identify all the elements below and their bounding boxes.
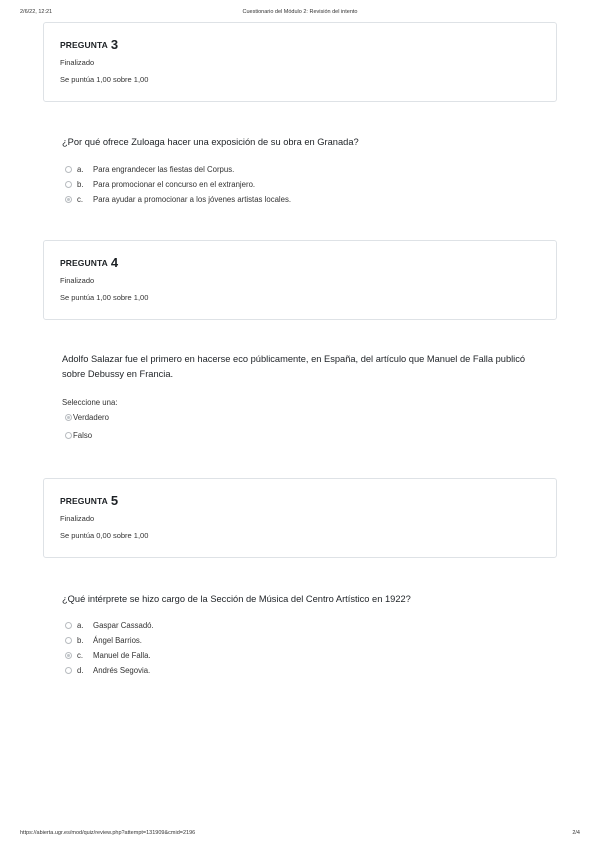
answer-letter: a. (77, 620, 84, 630)
answer-text: Para engrandecer las fiestas del Corpus. (93, 164, 235, 174)
answer-letter: a. (77, 164, 84, 174)
answer-letter: b. (77, 179, 84, 189)
answer-text: Ángel Barrios. (93, 635, 142, 645)
answer-option[interactable] (65, 649, 151, 661)
answer-letter: d. (77, 665, 84, 675)
answer-text: Para ayudar a promocionar a los jóvenes artistas locales. (93, 194, 292, 204)
answer-option[interactable] (65, 664, 150, 676)
question-5-info (43, 478, 557, 558)
radio-unchecked-icon[interactable] (65, 637, 72, 644)
question-grade: Se puntúa 1,00 sobre 1,00 (60, 293, 149, 302)
answer-option[interactable] (65, 178, 255, 190)
print-header (20, 9, 580, 19)
answer-text: Verdadero (73, 412, 109, 422)
answer-letter: b. (77, 635, 84, 645)
radio-unchecked-icon[interactable] (65, 622, 72, 629)
question-label: PREGUNTA (60, 258, 108, 268)
radio-checked-icon[interactable] (65, 196, 72, 203)
answer-text: Falso (73, 430, 93, 440)
question-5-text: ¿Qué intérprete se hizo cargo de la Sección de Música del Centro Artístico en 1922? (62, 594, 411, 604)
radio-checked-icon[interactable] (65, 414, 72, 421)
print-page-number: 2/4 (572, 830, 580, 836)
answer-option[interactable] (65, 634, 142, 646)
question-number: 5 (110, 493, 119, 508)
question-3-info (43, 22, 557, 102)
answer-option[interactable] (65, 193, 291, 205)
question-heading (60, 36, 118, 51)
question-label: PREGUNTA (60, 40, 108, 50)
question-state: Finalizado (60, 514, 95, 523)
answer-text: Para promocionar el concurso en el extranjero. (93, 179, 256, 189)
radio-unchecked-icon[interactable] (65, 166, 72, 173)
answer-option[interactable] (65, 163, 234, 175)
question-number: 3 (110, 37, 119, 52)
radio-unchecked-icon[interactable] (65, 181, 72, 188)
select-prompt: Seleccione una: (62, 398, 118, 407)
question-state: Finalizado (60, 58, 95, 67)
answer-text: Manuel de Falla. (93, 650, 151, 660)
question-heading (60, 492, 118, 507)
print-footer (20, 830, 580, 840)
question-4-info (43, 240, 557, 320)
print-date: 2/6/22, 12:21 (20, 9, 53, 15)
question-3-text: ¿Por qué ofrece Zuloaga hacer una exposición de su obra en Granada? (62, 137, 359, 147)
question-state: Finalizado (60, 276, 95, 285)
print-url: https://abierta.ugr.es/mod/quiz/review.php?attempt=131909&cmid=2196 (20, 830, 196, 836)
answer-option[interactable] (65, 619, 154, 631)
answer-letter: c. (77, 650, 84, 660)
answer-text: Gaspar Cassadó. (93, 620, 154, 630)
answer-option[interactable] (65, 411, 109, 423)
radio-unchecked-icon[interactable] (65, 667, 72, 674)
question-label: PREGUNTA (60, 496, 108, 506)
answer-option[interactable] (65, 429, 92, 441)
question-4-text: Adolfo Salazar fue el primero en hacerse eco públicamente, en España, del artículo que Manuel de Falla publicó sobre Debussy en Francia. (62, 354, 526, 379)
question-grade: Se puntúa 1,00 sobre 1,00 (60, 75, 149, 84)
question-number: 4 (110, 255, 119, 270)
radio-unchecked-icon[interactable] (65, 432, 72, 439)
radio-checked-icon[interactable] (65, 652, 72, 659)
question-heading (60, 254, 118, 269)
answer-text: Andrés Segovia. (93, 665, 151, 675)
print-title: Cuestionario del Módulo 2: Revisión del intento (242, 9, 358, 15)
question-grade: Se puntúa 0,00 sobre 1,00 (60, 531, 149, 540)
answer-letter: c. (77, 194, 84, 204)
